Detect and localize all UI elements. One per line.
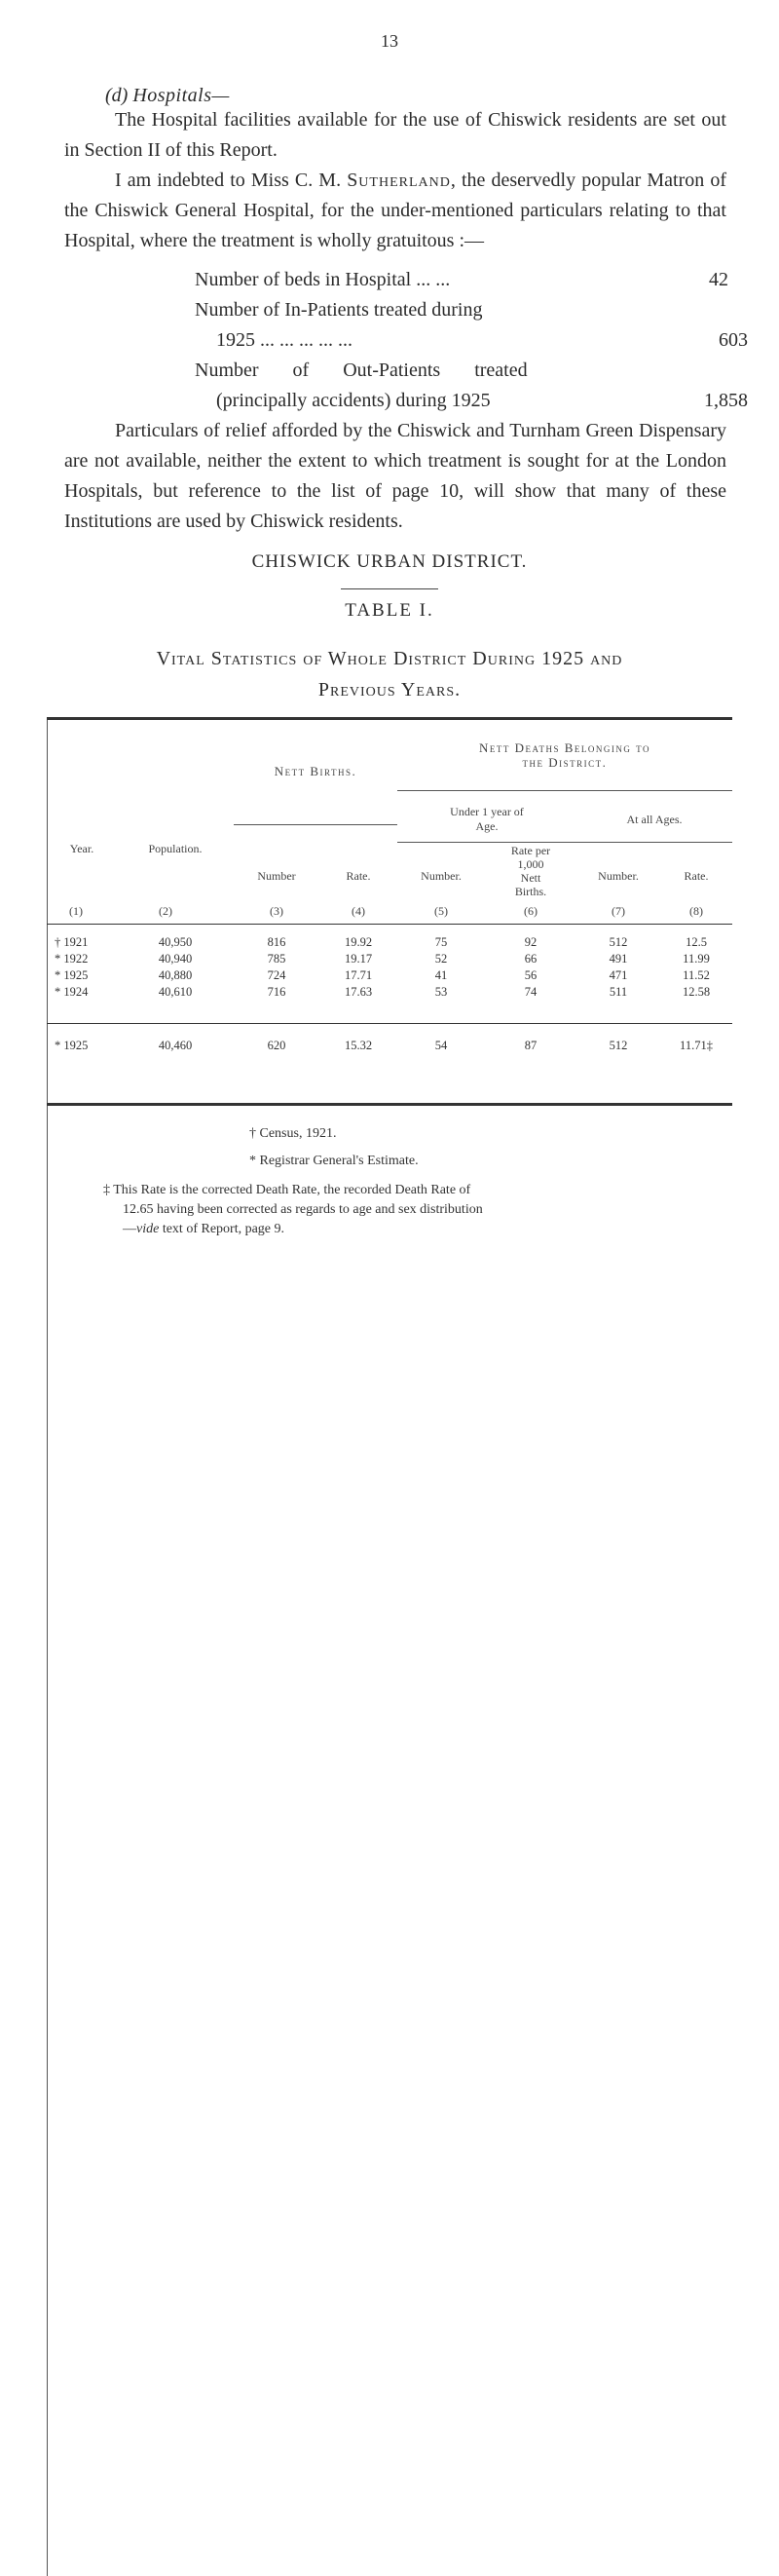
column-number: (8) xyxy=(689,904,703,918)
cell-death-rate: 11.71‡ xyxy=(680,1039,713,1052)
cell-population: 40,460 xyxy=(158,1039,193,1052)
header-births-number: Number xyxy=(257,869,296,883)
column-number: (6) xyxy=(524,904,538,918)
column-number: (4) xyxy=(352,904,365,918)
cell-population: 40,940 xyxy=(158,952,193,966)
page-number: 13 xyxy=(381,31,398,51)
stat-label-cont: (principally accidents) during 1925 xyxy=(216,390,491,411)
cell-deaths: 491 xyxy=(609,952,628,966)
column-number: (5) xyxy=(434,904,448,918)
text-span: I am indebted to Miss C. M. xyxy=(115,170,348,191)
paragraph-matron xyxy=(64,166,726,256)
cell-year: * 1925 xyxy=(55,968,89,982)
cell-infant-deaths: 53 xyxy=(434,985,448,999)
cell-infant-rate: 87 xyxy=(524,1039,538,1052)
header-all-ages: At all Ages. xyxy=(626,813,683,826)
cell-births: 816 xyxy=(267,935,286,949)
stat-label: Number of beds in Hospital ... ... xyxy=(195,269,451,290)
cell-infant-rate: 56 xyxy=(524,968,538,982)
header-line: Births. xyxy=(514,885,547,898)
header-nett-deaths xyxy=(397,740,732,770)
stat-label-cont: 1925 ... ... ... ... ... xyxy=(216,329,352,351)
text-span: — xyxy=(123,1222,136,1236)
footnote-estimate: * Registrar General's Estimate. xyxy=(249,1154,419,1168)
table-subtitle-line: Vital Statistics of Whole District During 1925 and xyxy=(156,648,623,669)
header-infant-number: Number. xyxy=(421,869,462,883)
table-row xyxy=(47,952,732,967)
paragraph-facilities xyxy=(64,105,726,166)
col-divider xyxy=(47,1767,732,2153)
paragraph-text xyxy=(64,166,726,256)
cell-deaths: 471 xyxy=(609,968,628,982)
matron-name: Sutherland xyxy=(347,170,451,191)
column-number: (7) xyxy=(612,904,625,918)
cell-births: 724 xyxy=(267,968,286,982)
cell-death-rate: 12.58 xyxy=(682,985,711,999)
header-deaths-number: Number. xyxy=(598,869,639,883)
header-bottom-rule xyxy=(47,924,732,925)
column-number: (2) xyxy=(159,904,172,918)
cell-year: † 1921 xyxy=(55,935,89,949)
cell-infant-deaths: 75 xyxy=(434,935,448,949)
footnote-line xyxy=(103,1220,746,1239)
vide-text: vide xyxy=(136,1222,160,1236)
paragraph-text: The Hospital facilities available for the use of Chiswick residents are set out in Section II of this Report. xyxy=(64,109,726,161)
text-span: text of Report, page 9. xyxy=(159,1222,285,1236)
footnote-line: 12.65 having been corrected as regards to age and sex distribution xyxy=(123,1202,483,1217)
cell-year: * 1924 xyxy=(55,985,89,999)
header-line: the District. xyxy=(522,755,608,770)
stat-value: 1,858 xyxy=(704,390,748,411)
subgroup-rule xyxy=(397,842,732,843)
cell-births: 785 xyxy=(267,952,286,966)
cell-births: 716 xyxy=(267,985,286,999)
table-bottom-rule xyxy=(47,1103,732,1106)
cell-death-rate: 12.5 xyxy=(686,935,707,949)
cell-death-rate: 11.99 xyxy=(683,952,710,966)
cell-birth-rate: 19.92 xyxy=(344,935,373,949)
cell-births: 620 xyxy=(267,1039,286,1052)
deaths-rule xyxy=(397,790,732,791)
cell-deaths: 511 xyxy=(609,985,628,999)
table-top-rule xyxy=(47,717,732,720)
cell-birth-rate: 19.17 xyxy=(344,952,373,966)
header-line: 1,000 xyxy=(517,857,544,871)
stat-value: 603 xyxy=(719,329,748,351)
cell-infant-deaths: 52 xyxy=(434,952,448,966)
col-divider xyxy=(47,1489,732,1767)
vital-statistics-table xyxy=(47,717,732,1107)
cell-birth-rate: 15.32 xyxy=(344,1039,373,1052)
cell-infant-deaths: 54 xyxy=(434,1039,448,1052)
final-row-rule xyxy=(47,1023,732,1024)
paragraph-text: Particulars of relief afforded by the Chiswick and Turnham Green Dispensary are not available, neither the extent to which treatment is sought for at the London Hospitals, but reference to the list of page 10, will show that many of these Institutions are used by Chiswick residents. xyxy=(64,420,726,532)
district-title: CHISWICK URBAN DISTRICT. xyxy=(251,551,528,572)
table-row xyxy=(47,968,732,984)
header-rate-per-1000 xyxy=(485,844,576,898)
stat-label: Number of Out-Patients treated xyxy=(195,360,528,381)
header-line: Nett xyxy=(520,871,541,885)
header-births-rate: Rate. xyxy=(346,869,371,883)
header-line: Under 1 year of xyxy=(450,805,524,818)
births-rule xyxy=(234,824,397,825)
table-row xyxy=(47,935,732,951)
table-subtitle xyxy=(39,643,740,705)
cell-deaths: 512 xyxy=(609,1039,628,1052)
text-span: , the deservedly popular Matron of the Chiswick General Hospital, for the under-mentioned particulars relating to that Hospital, where the treatment is wholly gratuitous :— xyxy=(64,170,727,251)
cell-year: * 1922 xyxy=(55,952,89,966)
cell-death-rate: 11.52 xyxy=(683,968,710,982)
cell-infant-rate: 74 xyxy=(524,985,538,999)
column-number: (3) xyxy=(270,904,283,918)
cell-birth-rate: 17.63 xyxy=(344,985,373,999)
table-title: TABLE I. xyxy=(345,600,434,621)
stat-value: 42 xyxy=(709,269,728,290)
header-year: Year. xyxy=(69,842,94,855)
header-deaths-rate: Rate. xyxy=(684,869,709,883)
cell-population: 40,610 xyxy=(158,985,193,999)
table-row-final xyxy=(47,1039,732,1054)
cell-infant-rate: 66 xyxy=(524,952,538,966)
paragraph-dispensary xyxy=(64,416,726,537)
cell-year: * 1925 xyxy=(55,1039,89,1052)
section-title: Hospitals— xyxy=(132,85,230,106)
header-line: Rate per xyxy=(510,844,551,857)
header-nett-births: Nett Births. xyxy=(274,764,357,778)
cell-population: 40,880 xyxy=(158,968,193,982)
section-letter: (d) xyxy=(105,85,129,106)
cell-infant-rate: 92 xyxy=(524,935,538,949)
cell-infant-deaths: 41 xyxy=(434,968,448,982)
header-under-1 xyxy=(397,805,576,834)
table-subtitle-line: Previous Years. xyxy=(317,679,462,701)
header-population: Population. xyxy=(148,842,203,855)
cell-population: 40,950 xyxy=(158,935,193,949)
footnote-rate xyxy=(103,1181,746,1239)
stat-label: Number of In-Patients treated during xyxy=(195,299,483,321)
cell-deaths: 512 xyxy=(609,935,628,949)
cell-birth-rate: 17.71 xyxy=(344,968,373,982)
column-number: (1) xyxy=(69,904,83,918)
footnote-line: ‡ This Rate is the corrected Death Rate, the recorded Death Rate of xyxy=(103,1183,471,1197)
header-line: Nett Deaths Belonging to xyxy=(478,740,651,755)
header-line: Age. xyxy=(475,819,499,833)
table-row xyxy=(47,985,732,1001)
footnote-census: † Census, 1921. xyxy=(249,1126,337,1141)
col-divider xyxy=(47,2153,732,2414)
col-divider xyxy=(47,2414,732,2576)
title-divider xyxy=(341,588,438,589)
